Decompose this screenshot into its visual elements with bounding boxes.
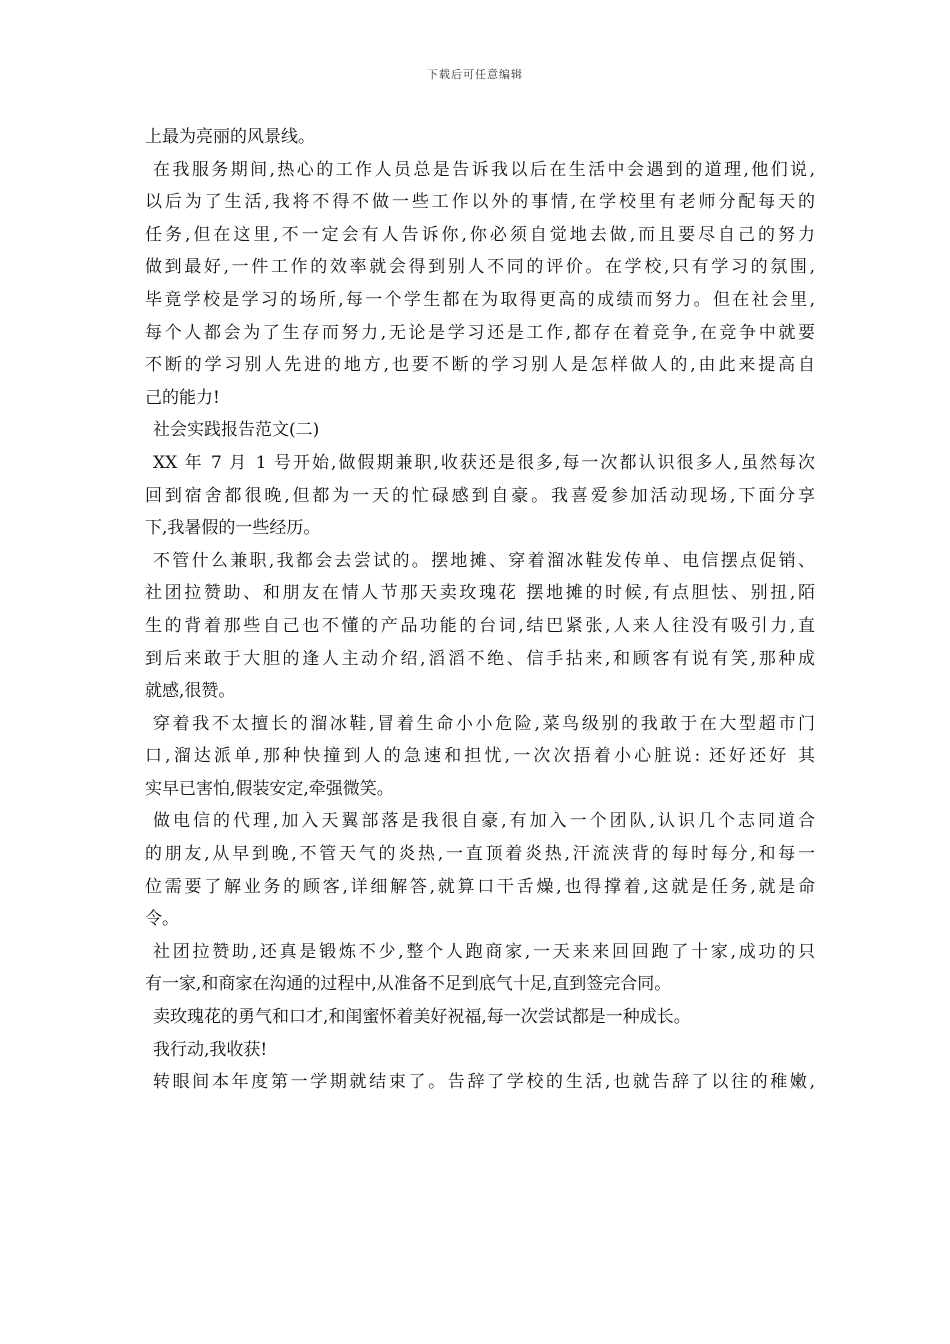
text-line: 就感,很赞。 — [145, 681, 236, 702]
text-line: 有一家,和商家在沟通的过程中,从准备不足到底气十足,直到签完合同。 — [145, 974, 672, 995]
text-line: 社团拉赞助,还真是锻炼不少,整个人跑商家,一天来来回回跑了十家,成功的只 — [153, 941, 815, 962]
text-line: 到后来敢于大胆的逢人主动介绍,滔滔不绝、信手拈来,和顾客有说有笑,那种成 — [145, 648, 815, 669]
text-line: 每个人都会为了生存而努力,无论是学习还是工作,都存在着竞争,在竞争中就要 — [145, 322, 815, 343]
text-line: 转眼间本年度第一学期就结束了。告辞了学校的生活,也就告辞了以往的稚嫩, — [153, 1072, 815, 1093]
text-line: 在我服务期间,热心的工作人员总是告诉我以后在生活中会遇到的道理,他们说, — [153, 159, 815, 180]
text-line: 我行动,我收获! — [153, 1039, 268, 1060]
text-line: 不管什么兼职,我都会去尝试的。摆地摊、穿着溜冰鞋发传单、电信摆点促销、 — [153, 550, 815, 571]
text-line: XX 年 7 月 1 号开始,做假期兼职,收获还是很多,每一次都认识很多人,虽然每次 — [153, 452, 815, 473]
text-line: 令。 — [145, 909, 179, 930]
text-line: 实早已害怕,假装安定,牵强微笑。 — [145, 778, 394, 799]
text-line: 穿着我不太擅长的溜冰鞋,冒着生命小小危险,菜鸟级别的我敢于在大型超市门 — [153, 713, 815, 734]
text-line: 任务,但在这里,不一定会有人告诉你,你必须自觉地去做,而且要尽自己的努力 — [145, 224, 815, 245]
document-body — [145, 121, 815, 1099]
text-line: 毕竟学校是学习的场所,每一个学生都在为取得更高的成绩而努力。但在社会里, — [145, 289, 815, 310]
text-line: 社会实践报告范文(二) — [153, 420, 320, 441]
text-line: 回到宿舍都很晚,但都为一天的忙碌感到自豪。我喜爱参加活动现场,下面分享 — [145, 485, 815, 506]
text-line: 做到最好,一件工作的效率就会得到别人不同的评价。在学校,只有学习的氛围, — [145, 257, 815, 278]
text-line: 下,我暑假的一些经历。 — [145, 518, 321, 539]
text-line: 卖玫瑰花的勇气和口才,和闺蜜怀着美好祝福,每一次尝试都是一种成长。 — [153, 1007, 691, 1028]
text-line: 的朋友,从早到晚,不管天气的炎热,一直顶着炎热,汗流浃背的每时每分,和每一 — [145, 844, 815, 865]
text-line: 社团拉赞助、和朋友在情人节那天卖玫瑰花 摆地摊的时候,有点胆怯、别扭,陌 — [145, 583, 815, 604]
text-line: 以后为了生活,我将不得不做一些工作以外的事情,在学校里有老师分配每天的 — [145, 192, 815, 213]
page-header: 下载后可任意编辑 — [427, 68, 523, 81]
text-line: 位需要了解业务的顾客,详细解答,就算口干舌燥,也得撑着,这就是任务,就是命 — [145, 876, 815, 897]
text-line: 己的能力! — [145, 387, 220, 408]
text-line: 做电信的代理,加入天翼部落是我很自豪,有加入一个团队,认识几个志同道合 — [153, 811, 815, 832]
text-line: 上最为亮丽的风景线。 — [145, 127, 315, 147]
text-line: 生的背着那些自己也不懂的产品功能的台词,结巴紧张,人来人往没有吸引力,直 — [145, 615, 815, 636]
text-line: 口,溜达派单,那种快撞到人的急速和担忧,一次次捂着小心脏说: 还好还好 其 — [145, 746, 815, 767]
text-line: 不断的学习别人先进的地方,也要不断的学习别人是怎样做人的,由此来提高自 — [145, 355, 815, 376]
